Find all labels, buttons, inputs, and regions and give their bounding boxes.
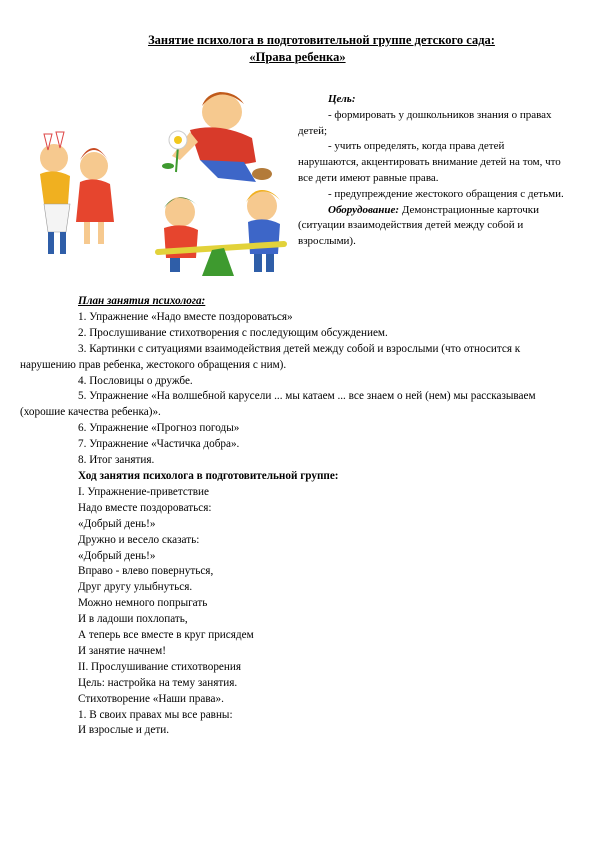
- course-heading: Ход занятия психолога в подготовительной группе:: [78, 469, 339, 482]
- plan-item: 2. Прослушивание стихотворения с последующим обсуждением.: [78, 326, 388, 339]
- exercise-1-title: I. Упражнение-приветствие: [78, 485, 210, 498]
- plan-heading: План занятия психолога:: [78, 295, 206, 307]
- poem-title: Стихотворение «Наши права».: [78, 692, 224, 705]
- plan-item: 3. Картинки с ситуациями взаимодействия детей между собой и взрослыми (что относится к нарушению прав ребенка, жестокого обращения с ним).: [20, 342, 521, 371]
- verse-line: Надо вместе поздороваться:: [78, 501, 212, 514]
- plan-item: 5. Упражнение «На волшебной карусели ... мы катаем ... все знаем о ней (нем) мы рассказываем (хорошие качества ребенка)».: [20, 390, 536, 419]
- goal-item: - учить определять, когда права детей нарушаются, акцентировать внимание детей на том, что все дети имеют равные права.: [298, 140, 561, 184]
- verse-line: «Добрый день!»: [78, 517, 156, 530]
- goal-item: - предупреждение жестокого обращения с детьми.: [328, 187, 564, 200]
- verse-line: А теперь все вместе в круг присядем: [78, 629, 254, 642]
- verse-line: Друг другу улыбнуться.: [78, 581, 193, 594]
- two-children-figure: [40, 132, 114, 254]
- section-2-goal: Цель: настройка на тему занятия.: [78, 676, 238, 689]
- document-body: [20, 294, 570, 739]
- verse-line: И занятие начнем!: [78, 644, 166, 657]
- plan-item: 6. Упражнение «Прогноз погоды»: [78, 422, 240, 435]
- verse-line: И в ладоши похлопать,: [78, 613, 188, 626]
- equipment-label: Оборудование:: [328, 203, 400, 216]
- children-illustration: [30, 82, 292, 280]
- plan-item: 7. Упражнение «Частичка добра».: [78, 438, 240, 451]
- plan-item: 1. Упражнение «Надо вместе поздороваться»: [78, 310, 293, 323]
- plan-item: 4. Пословицы о дружбе.: [78, 374, 193, 387]
- verse-line: «Добрый день!»: [78, 549, 156, 562]
- verse-line: Можно немного попрыгать: [78, 597, 208, 610]
- poem-line: 1. В своих правах мы все равны:: [78, 708, 233, 721]
- equipment-paragraph: [298, 203, 566, 250]
- document-title: [0, 32, 595, 66]
- verse-line: Дружно и весело сказать:: [78, 533, 200, 546]
- seesaw-children-figure: [158, 190, 284, 276]
- goal-heading: Цель:: [328, 93, 356, 105]
- title-line-1: Занятие психолога в подготовительной группе детского сада:: [148, 33, 495, 47]
- plan-item: 8. Итог занятия.: [78, 454, 155, 467]
- verse-line: Вправо - влево повернуться,: [78, 565, 214, 578]
- poem-line: И взрослые и дети.: [78, 724, 169, 737]
- goal-section: [298, 92, 566, 250]
- title-line-2: «Права ребенка»: [249, 50, 346, 64]
- equipment-text: Демонстрационные карточки (ситуации взаимодействия детей между собой и взрослыми).: [298, 203, 540, 248]
- goal-item: - формировать у дошкольников знания о правах детей;: [298, 108, 552, 137]
- section-2-title: II. Прослушивание стихотворения: [78, 660, 241, 673]
